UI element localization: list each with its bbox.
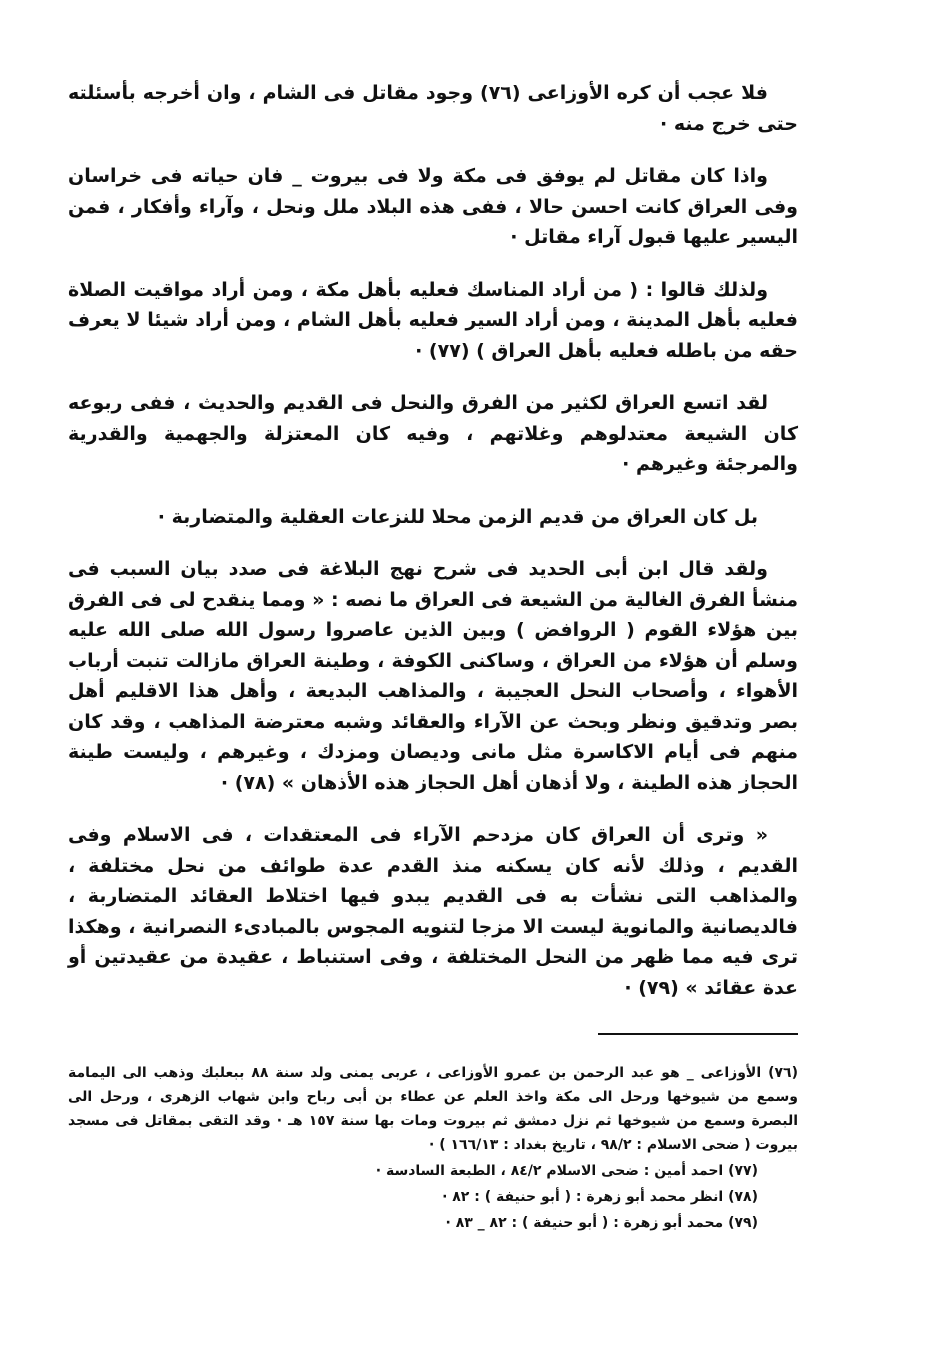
paragraph-intellectual: بل كان العراق من قديم الزمن محلا للنزعات العقلية والمتضاربة · <box>157 505 758 528</box>
paragraph-ibn-abi-hadid-quote: ولقد قال ابن أبى الحديد فى شرح نهج البلاغة فى صدد بيان السبب فى منشأ الفرق الغالية من الشيعة فى العراق ما نصه : « ومما ينقدح لى فى الفرق بين هؤلاء القوم ( الروافض ) وبين الذين عاصروا رسول الله صلى الله عليه وسلم أن هؤلاء من العراق ، وساكنى الكوفة ، وطينة العراق مازالت تنبت أرباب الأهواء ، وأصحاب النحل العجيبة ، والمذاهب البديعة ، وأهل هذا الاقليم أهل بصر وتدقيق ونظر وبحث عن الآراء والعقائد وشبه معترضة المذاهب ، وقد كان منهم فى أيام الاكاسرة مثل مانى وديصان ومزدك ، وغيرهم ، وليست طينة الحجاز هذه الطينة ، ولا أذهان أهل الحجاز هذه الأذهان » (٧٨) · <box>68 558 798 794</box>
paragraph-sayings: ولذلك قالوا : ( من أراد المناسك فعليه بأهل مكة ، ومن أراد مواقيت الصلاة فعليه بأهل المدينة ، ومن أراد السير فعليه بأهل الشام ، ومن أراد شيئا لا يعرف حقه من باطله فعليه بأهل العراق ) (٧٧) · <box>68 278 798 362</box>
body-text <box>68 78 798 1003</box>
footnote-76: (٧٦) الأوزاعى _ هو عبد الرحمن بن عمرو الأوزاعى ، عربى يمنى ولد سنة ٨٨ ببعلبك وذهب الى اليمامة وسمع من شيوخها ورحل الى مكة واخذ العلم عن عطاء بن أبى رباح وابن شهاب الزهرى ، ورحل الى البصرة وسمع من شيوخها ثم نزل دمشق ثم بيروت ومات بها سنة ١٥٧ هـ · وقد التقى بمقاتل فى مسجد بيروت ( ضحى الاسلام : ٩٨/٢ ، تاريخ بغداد : ١٦٦/١٣ ) · <box>68 1065 798 1153</box>
footnote-78: (٧٨) انظر محمد أبو زهرة : ( أبو حنيفة ) : ٨٢ · <box>442 1189 758 1205</box>
paragraph-mixed-opinions: « وترى أن العراق كان مزدحم الآراء فى المعتقدات ، فى الاسلام وفى القديم ، وذلك لأنه كان يسكنه منذ القدم عدة طوائف من نحل مختلفة ، والمذاهب التى نشأت به فى القديم يبدو فيها اختلاط العقائد المتضاربة ، فالديصانية والمانوية ليست الا مزجا لتنويه المجوس بالمبادىء النصرانية ، وهكذا ترى فيه مما ظهر من النحل المختلفة ، وفى استنباط ، عقيدة من عقيدتين أو عدة عقائد » (٧٩) · <box>68 824 798 999</box>
footnote-79: (٧٩) محمد أبو زهرة : ( أبو حنيفة ) : ٨٢ _ ٨٣ · <box>445 1215 758 1231</box>
paragraph-awzai: فلا عجب أن كره الأوزاعى (٧٦) وجود مقاتل فى الشام ، وان أخرجه بأسئلته حتى خرج منه · <box>68 82 798 135</box>
paragraph-sects: لقد اتسع العراق لكثير من الفرق والنحل فى القديم والحديث ، ففى ربوعه كان الشيعة معتدلوهم وغلاتهم ، وفيه كان المعتزلة والجهمية والقدرية والمرجئة وغيرهم · <box>68 392 798 475</box>
paragraph-muqatil-iraq: واذا كان مقاتل لم يوفق فى مكة ولا فى بيروت _ فان حياته فى خراسان وفى العراق كانت احسن حالا ، ففى هذه البلاد ملل ونحل ، وآراء وأفكار ، فمن اليسير عليها قبول آراء مقاتل · <box>68 165 798 248</box>
footnotes <box>68 1061 798 1235</box>
footnote-divider <box>598 1033 798 1035</box>
footnote-77: (٧٧) احمد أمين : ضحى الاسلام ٨٤/٢ ، الطبعة السادسة · <box>375 1163 758 1179</box>
